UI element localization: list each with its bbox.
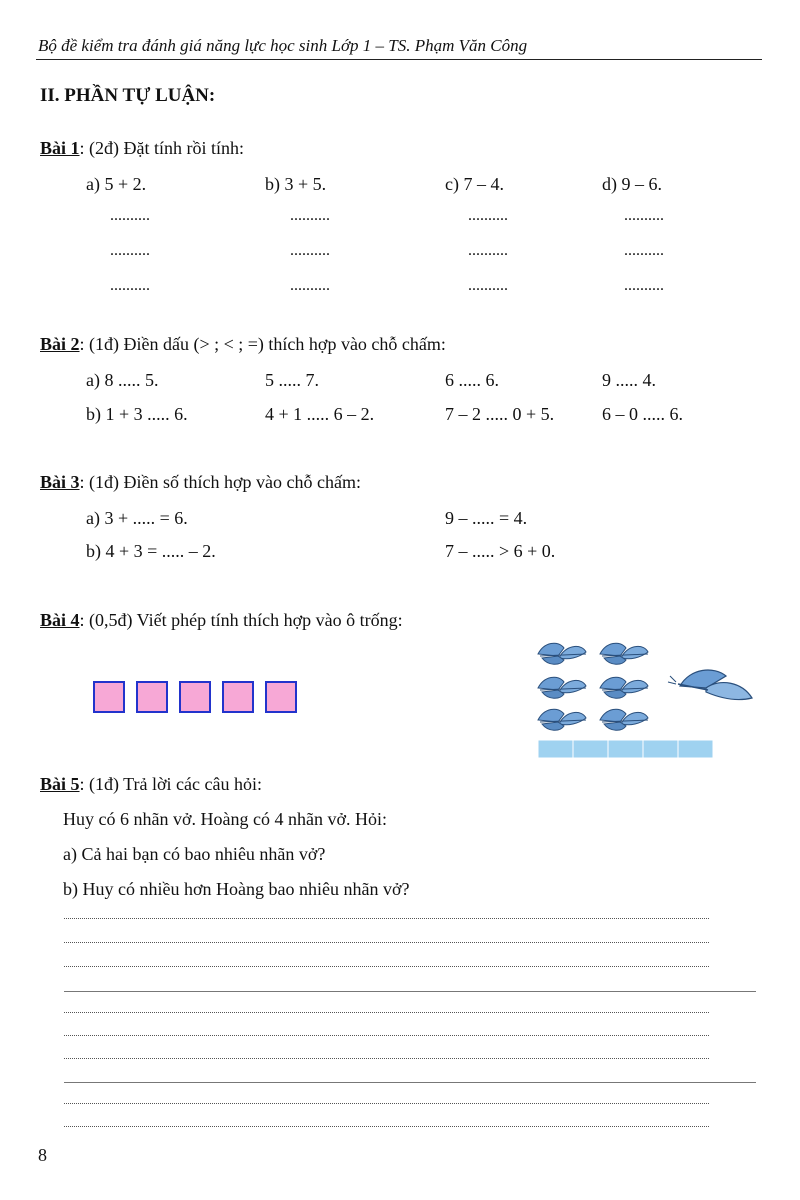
bai1-label: Bài 1: [40, 138, 80, 158]
answer-dots: ..........: [624, 242, 664, 259]
bai3-b-2: 7 – ..... > 6 + 0.: [445, 541, 556, 561]
separator-line: [64, 1082, 756, 1083]
answer-box[interactable]: [222, 681, 254, 713]
answer-line[interactable]: [64, 918, 709, 919]
answer-box[interactable]: [93, 681, 125, 713]
bai2-a-4: 9 ..... 4.: [602, 370, 656, 390]
separator-line: [64, 991, 756, 992]
bai1-item-a: a) 5 + 2.: [86, 174, 147, 194]
bai3-b-1: b) 4 + 3 = ..... – 2.: [86, 541, 216, 561]
answer-dots: ..........: [110, 242, 150, 259]
answer-dots: ..........: [290, 242, 330, 259]
bai4-heading: [40, 610, 403, 631]
answer-dots: ..........: [468, 277, 508, 294]
bai3-a-1: a) 3 + ..... = 6.: [86, 508, 188, 528]
bai2-a-3: 6 ..... 6.: [445, 370, 499, 390]
section-title: II. PHẦN TỰ LUẬN:: [40, 85, 216, 106]
bai1-heading: [40, 138, 244, 159]
answer-box[interactable]: [136, 681, 168, 713]
bai2-label: Bài 2: [40, 334, 80, 354]
flying-butterfly-icon: [668, 670, 752, 700]
bai5-label: Bài 5: [40, 774, 80, 794]
butterfly-icon: [600, 677, 648, 698]
answer-line[interactable]: [64, 1126, 709, 1127]
bai3-label: Bài 3: [40, 472, 80, 492]
butterfly-icon: [600, 709, 648, 730]
running-header: Bộ đề kiểm tra đánh giá năng lực học sinh Lớp 1 – TS. Phạm Văn Công: [38, 36, 528, 55]
bai2-b-1: b) 1 + 3 ..... 6.: [86, 404, 188, 424]
answer-line[interactable]: [64, 1058, 709, 1059]
bai5-heading: [40, 774, 262, 795]
bai4-text: : (0,5đ) Viết phép tính thích hợp vào ô trống:: [79, 610, 403, 630]
answer-box[interactable]: [265, 681, 297, 713]
bai5-text: : (1đ) Trả lời các câu hỏi:: [79, 774, 262, 794]
bai3-heading: [40, 472, 361, 493]
bai2-b-4: 6 – 0 ..... 6.: [602, 404, 683, 424]
answer-dots: ..........: [290, 207, 330, 224]
answer-dots: ..........: [468, 207, 508, 224]
bai1-item-d: d) 9 – 6.: [602, 174, 662, 194]
bai2-b-3: 7 – 2 ..... 0 + 5.: [445, 404, 555, 424]
bai3-a-2: 9 – ..... = 4.: [445, 508, 528, 528]
answer-line[interactable]: [64, 1012, 709, 1013]
butterflies-illustration: [530, 636, 765, 764]
bai5-question-b: b) Huy có nhiều hơn Hoàng bao nhiêu nhãn vở?: [63, 879, 410, 899]
answer-line[interactable]: [64, 1035, 709, 1036]
bai5-question-a: a) Cả hai bạn có bao nhiêu nhãn vở?: [63, 844, 326, 864]
bai5-intro: Huy có 6 nhãn vở. Hoàng có 4 nhãn vở. Hỏi:: [63, 809, 387, 829]
answer-line[interactable]: [64, 1103, 709, 1104]
answer-line[interactable]: [64, 942, 709, 943]
answer-dots: ..........: [110, 277, 150, 294]
page-number: 8: [38, 1145, 47, 1165]
answer-strip: [538, 740, 713, 758]
bai2-a-2: 5 ..... 7.: [265, 370, 319, 390]
answer-box[interactable]: [179, 681, 211, 713]
butterfly-icon: [600, 643, 648, 664]
bai2-a-1: a) 8 ..... 5.: [86, 370, 159, 390]
bai1-text: : (2đ) Đặt tính rồi tính:: [79, 138, 244, 158]
butterfly-icon: [538, 677, 586, 698]
butterfly-icon: [538, 643, 586, 664]
butterfly-icon: [538, 709, 586, 730]
bai2-heading: [40, 334, 446, 355]
bai2-text: : (1đ) Điền dấu (> ; < ; =) thích hợp vào chỗ chấm:: [79, 334, 446, 354]
answer-line[interactable]: [64, 966, 709, 967]
bai1-item-c: c) 7 – 4.: [445, 174, 504, 194]
bai3-text: : (1đ) Điền số thích hợp vào chỗ chấm:: [79, 472, 361, 492]
answer-dots: ..........: [624, 207, 664, 224]
answer-dots: ..........: [290, 277, 330, 294]
header-rule: [36, 59, 762, 60]
answer-dots: ..........: [468, 242, 508, 259]
bai4-label: Bài 4: [40, 610, 80, 630]
answer-dots: ..........: [624, 277, 664, 294]
answer-dots: ..........: [110, 207, 150, 224]
bai1-item-b: b) 3 + 5.: [265, 174, 327, 194]
bai2-b-2: 4 + 1 ..... 6 – 2.: [265, 404, 375, 424]
